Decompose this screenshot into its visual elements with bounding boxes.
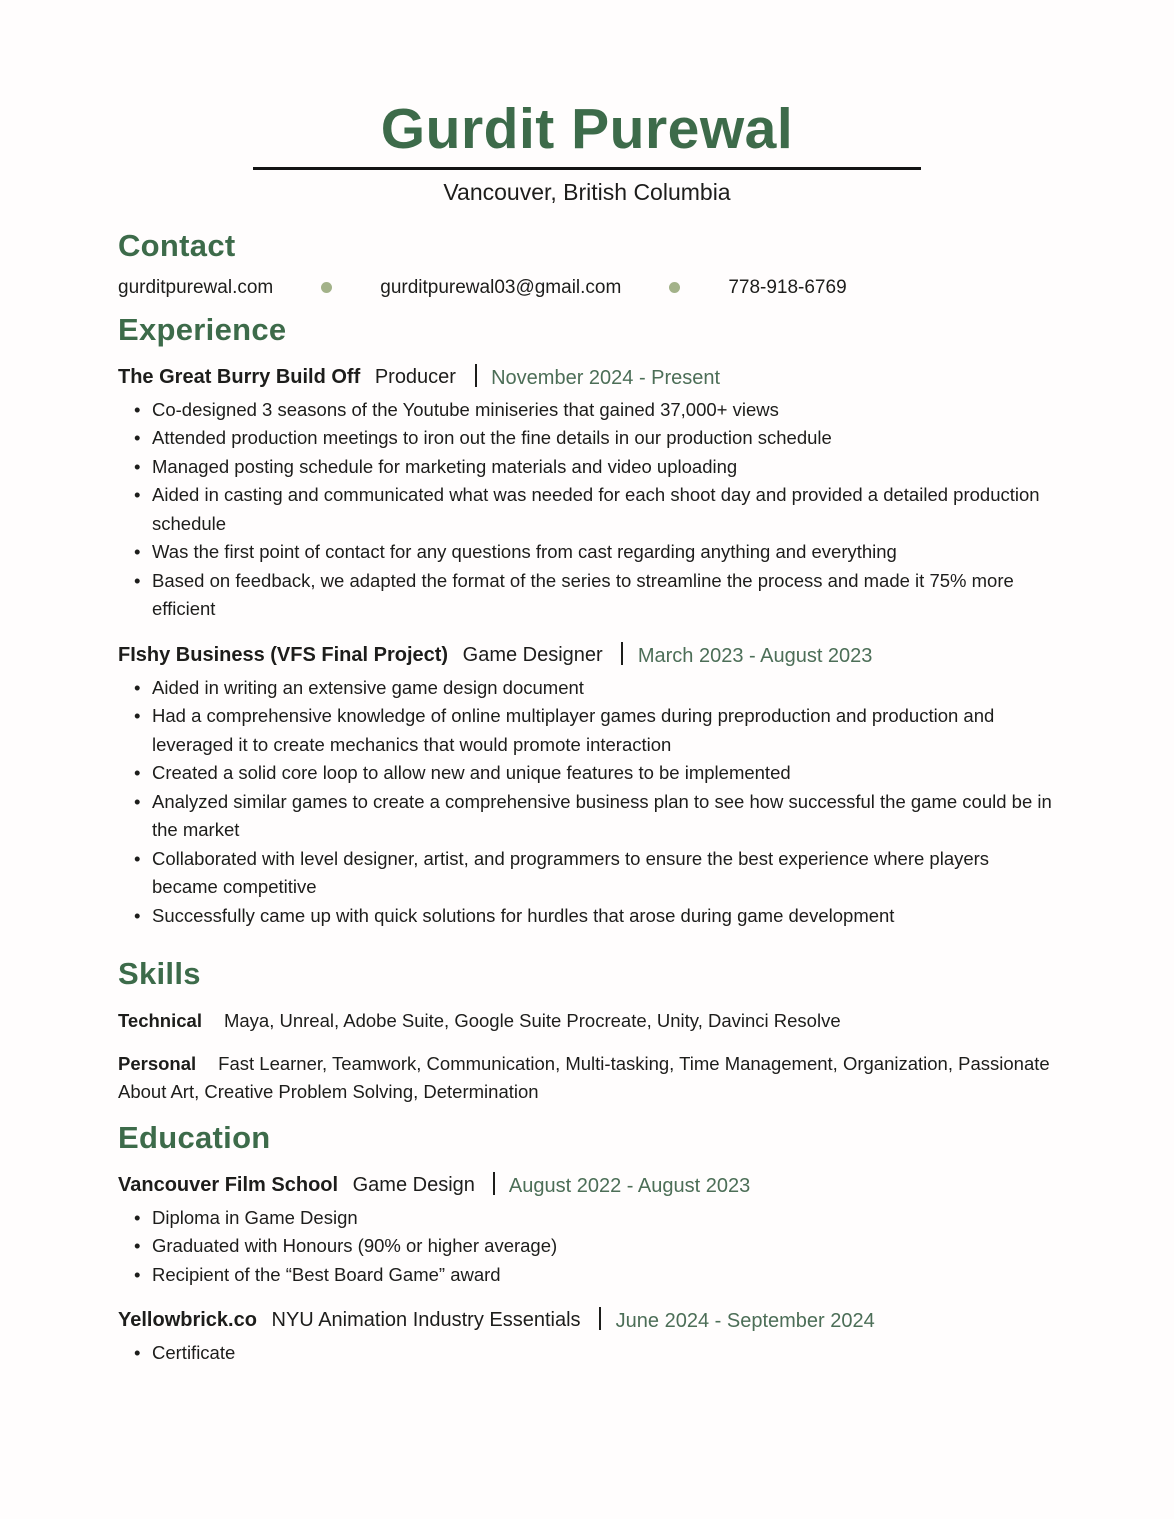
resume-header	[118, 0, 1056, 206]
entry-dates: November 2024 - Present	[491, 366, 721, 389]
education-bullet-list	[118, 1204, 1056, 1290]
pipe-separator	[493, 1172, 495, 1195]
bullet-item: • Was the first point of contact for any questions from cast regarding anything and everything	[118, 538, 1056, 567]
bullet-item: • Managed posting schedule for marketing materials and video uploading	[118, 453, 1056, 482]
entry-program: Game Design	[352, 1173, 475, 1196]
experience-entry	[118, 642, 1056, 931]
bullet-item: • Collaborated with level designer, artist, and programmers to ensure the best experience where players became competitive	[118, 845, 1056, 902]
bullet-item: • Attended production meetings to iron out the fine details in our production schedule	[118, 424, 1056, 453]
skill-group-personal	[118, 1050, 1056, 1107]
education-entry-header	[118, 1307, 1056, 1334]
education-entry-header	[118, 1172, 1056, 1199]
entry-institution: Vancouver Film School	[118, 1173, 339, 1196]
education-bullet-list	[118, 1339, 1056, 1368]
skill-group-technical	[118, 1007, 1056, 1036]
bullet-item: • Aided in casting and communicated what was needed for each shoot day and provided a detailed production schedule	[118, 481, 1056, 538]
skill-group-label: Technical	[118, 1010, 202, 1032]
experience-bullet-list	[118, 396, 1056, 624]
pipe-separator	[621, 642, 623, 665]
skill-group-items: Fast Learner, Teamwork, Communication, Multi-tasking, Time Management, Organization, Passionate About Art, Creative Problem Solving, Determination	[118, 1052, 1050, 1103]
experience-heading: Experience	[118, 311, 287, 347]
bullet-item: • Co-designed 3 seasons of the Youtube miniseries that gained 37,000+ views	[118, 396, 1056, 425]
skills-heading: Skills	[118, 956, 201, 992]
bullet-item: • Diploma in Game Design	[118, 1204, 1056, 1233]
entry-dates: March 2023 - August 2023	[637, 644, 873, 667]
entry-role: Game Designer	[462, 643, 603, 666]
education-entry	[118, 1307, 1056, 1368]
entry-organization: FIshy Business (VFS Final Project)	[118, 643, 449, 666]
contact-website: gurditpurewal.com	[118, 276, 274, 298]
person-name: Gurdit Purewal	[380, 97, 794, 161]
pipe-separator	[475, 364, 477, 387]
education-entry	[118, 1172, 1056, 1290]
education-heading: Education	[118, 1119, 271, 1155]
entry-dates: August 2022 - August 2023	[508, 1174, 751, 1197]
entry-institution: Yellowbrick.co	[118, 1309, 257, 1332]
location-text: Vancouver, British Columbia	[443, 178, 731, 205]
entry-role: Producer	[374, 365, 456, 388]
experience-entry-header	[118, 642, 1056, 669]
entry-program: NYU Animation Industry Essentials	[271, 1309, 581, 1332]
skill-group-items: Maya, Unreal, Adobe Suite, Google Suite Procreate, Unity, Davinci Resolve	[223, 1010, 841, 1032]
separator-dot-icon	[669, 282, 680, 293]
experience-bullet-list	[118, 674, 1056, 931]
section-education	[118, 1120, 1056, 1368]
entry-organization: The Great Burry Build Off	[118, 365, 361, 388]
bullet-item: • Successfully came up with quick solutions for hurdles that arose during game development	[118, 902, 1056, 931]
header-divider-rule	[253, 167, 921, 170]
entry-dates: June 2024 - September 2024	[615, 1310, 875, 1333]
bullet-item: • Created a solid core loop to allow new and unique features to be implemented	[118, 759, 1056, 788]
bullet-item: • Aided in writing an extensive game design document	[118, 674, 1056, 703]
pipe-separator	[599, 1307, 601, 1330]
bullet-item: • Based on feedback, we adapted the format of the series to streamline the process and made it 75% more efficient	[118, 567, 1056, 624]
section-skills	[118, 956, 1056, 1107]
section-experience	[118, 312, 1056, 931]
bullet-item: • Had a comprehensive knowledge of online multiplayer games during preproduction and production and leveraged it to create mechanics that would promote interaction	[118, 702, 1056, 759]
contact-heading: Contact	[118, 227, 236, 263]
separator-dot-icon	[321, 282, 332, 293]
contact-phone: 778-918-6769	[728, 276, 847, 298]
experience-entry	[118, 364, 1056, 624]
contact-email: gurditpurewal03@gmail.com	[380, 276, 622, 298]
skill-group-label: Personal	[118, 1052, 197, 1074]
bullet-item: • Certificate	[118, 1339, 1056, 1368]
bullet-item: • Graduated with Honours (90% or higher average)	[118, 1232, 1056, 1261]
contact-row	[118, 277, 1056, 299]
bullet-item: • Analyzed similar games to create a comprehensive business plan to see how successful the game could be in the market	[118, 788, 1056, 845]
experience-entry-header	[118, 364, 1056, 391]
section-contact	[118, 228, 1056, 299]
bullet-item: • Recipient of the “Best Board Game” award	[118, 1261, 1056, 1290]
